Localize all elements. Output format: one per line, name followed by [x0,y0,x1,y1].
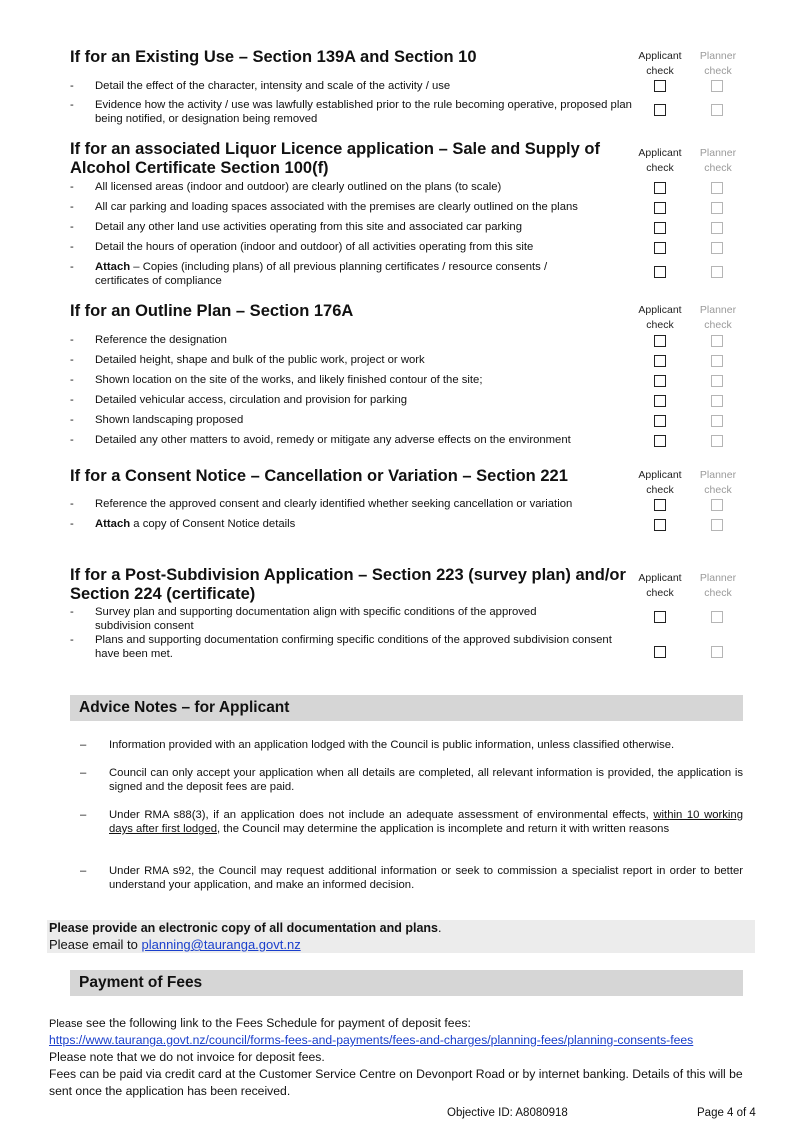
planner-checkbox[interactable] [711,519,723,531]
objective-id: Objective ID: A8080918 [447,1107,568,1119]
applicant-checkbox[interactable] [654,611,666,623]
planner-checkbox[interactable] [711,242,723,254]
planner-checkbox[interactable] [711,222,723,234]
planner-checkbox[interactable] [711,355,723,367]
planner-checkbox[interactable] [711,335,723,347]
planner-checkbox[interactable] [711,499,723,511]
applicant-checkbox[interactable] [654,202,666,214]
applicant-checkbox[interactable] [654,375,666,387]
applicant-check-header: Applicant check [638,304,682,331]
fees-payment-note: Fees can be paid via credit card at the Customer Service Centre on Devonport Road or by internet banking. Details of this will be sent once the application has been received. [49,1067,743,1098]
email-link[interactable]: planning@tauranga.govt.nz [141,937,301,952]
applicant-check-header: Applicant check [638,50,682,77]
planner-check-header: Planner check [699,469,737,496]
planner-checkbox[interactable] [711,266,723,278]
applicant-checkbox[interactable] [654,395,666,407]
section-title-consent-notice: If for a Consent Notice – Cancellation or Variation – Section 221 [70,467,568,485]
fees-schedule-link[interactable]: https://www.tauranga.govt.nz/council/forms-fees-and-payments/fees-and-charges/planning-fees/planning-consents-fees [49,1033,694,1047]
applicant-checkbox[interactable] [654,104,666,116]
applicant-checkbox[interactable] [654,335,666,347]
fees-instruction: Please see the following link to the Fees Schedule for payment of deposit fees: [49,1016,471,1030]
planner-checkbox[interactable] [711,611,723,623]
applicant-checkbox[interactable] [654,80,666,92]
planner-check-header: Planner check [699,572,737,599]
section-title-outline-plan: If for an Outline Plan – Section 176A [70,302,354,320]
planner-checkbox[interactable] [711,182,723,194]
applicant-check-header: Applicant check [638,469,682,496]
fees-invoice-note: Please note that we do not invoice for deposit fees. [49,1050,325,1064]
applicant-checkbox[interactable] [654,222,666,234]
applicant-check-header: Applicant check [638,572,682,599]
planner-checkbox[interactable] [711,435,723,447]
applicant-checkbox[interactable] [654,499,666,511]
planner-check-header: Planner check [699,304,737,331]
planner-checkbox[interactable] [711,104,723,116]
applicant-checkbox[interactable] [654,415,666,427]
planner-checkbox[interactable] [711,415,723,427]
applicant-checkbox[interactable] [654,519,666,531]
section-title-post-subdivision: If for a Post-Subdivision Application – Section 223 (survey plan) and/or Section 224 (certificate) [70,566,626,603]
advice-notes-heading: Advice Notes – for Applicant [70,695,743,721]
applicant-checkbox[interactable] [654,646,666,658]
page-number: Page 4 of 4 [697,1107,756,1119]
applicant-checkbox[interactable] [654,355,666,367]
fees-schedule-line [49,1032,749,1049]
section-title-existing-use: If for an Existing Use – Section 139A and Section 10 [70,48,477,66]
planner-checkbox[interactable] [711,202,723,214]
planner-checkbox[interactable] [711,80,723,92]
email-line: Please email to planning@tauranga.govt.nz [47,937,755,953]
planner-checkbox[interactable] [711,395,723,407]
payment-of-fees-heading: Payment of Fees [70,970,743,996]
planner-checkbox[interactable] [711,646,723,658]
planner-check-header: Planner check [699,147,737,174]
applicant-checkbox[interactable] [654,182,666,194]
applicant-checkbox[interactable] [654,435,666,447]
applicant-checkbox[interactable] [654,242,666,254]
electronic-copy-notice: Please provide an electronic copy of all documentation and plans. [47,920,755,937]
applicant-check-header: Applicant check [638,147,682,174]
applicant-checkbox[interactable] [654,266,666,278]
planner-check-header: Planner check [699,50,737,77]
section-title-liquor-licence: If for an associated Liquor Licence application – Sale and Supply of Alcohol Certificate Section 100(f) [70,140,600,177]
planner-checkbox[interactable] [711,375,723,387]
